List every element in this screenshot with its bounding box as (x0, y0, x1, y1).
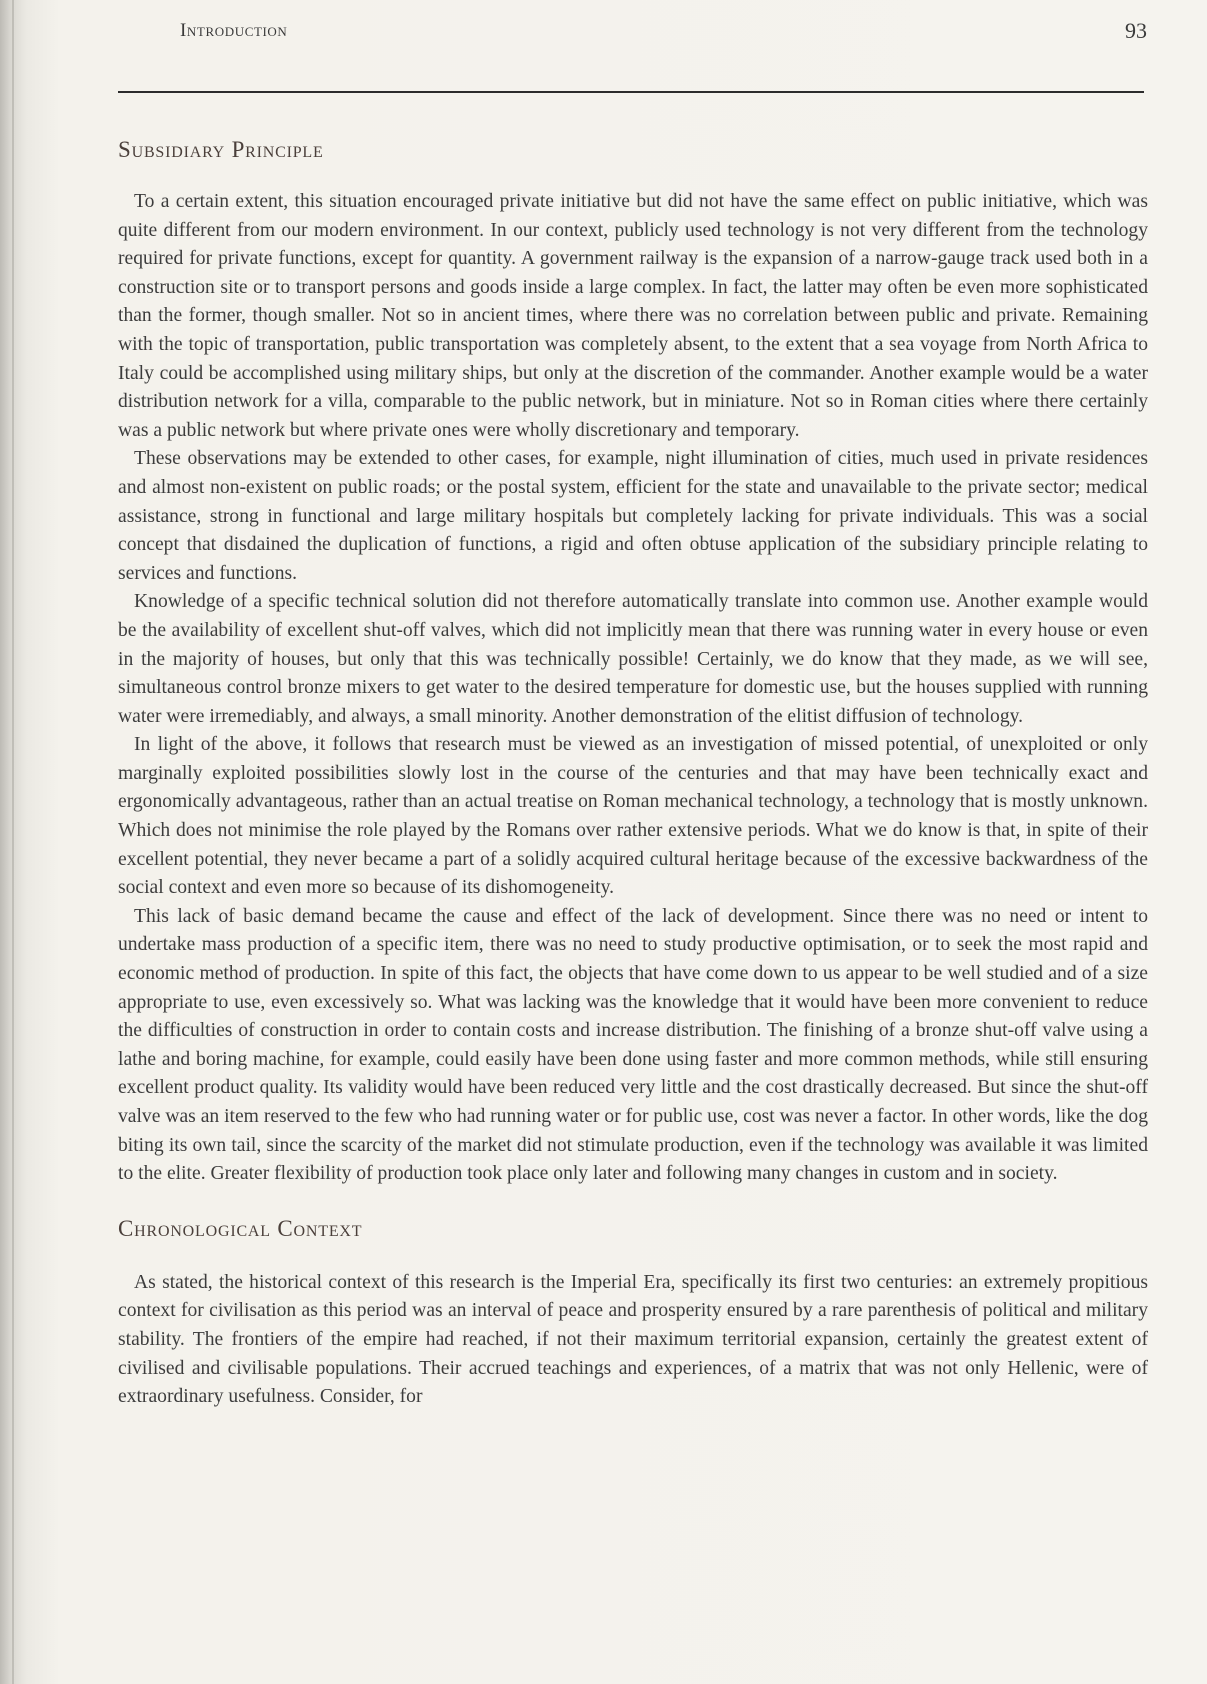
binding-gutter (12, 0, 14, 1684)
page-number: 93 (1125, 18, 1147, 43)
section-heading-chronological-context: Chronological Context (118, 1215, 363, 1241)
paragraph: Knowledge of a specific technical solution did not therefore automatically translate into common use. Another example would be the availability of excellent shut-off valves, which did not implicitly mean that there was running water in every house or even in the majority of houses, but only that this was technically possible! Certainly, we do know that they made, as we will see, simultaneous control bronze mixers to get water to the desired temperature for domestic use, but the houses supplied with running water were irremediably, and always, a small minority. Another demonstration of the elitist diffusion of technology. (118, 591, 1148, 727)
header-rule (118, 91, 1144, 93)
paragraph: As stated, the historical context of this research is the Imperial Era, specifically its first two centuries: an extremely propitious context for civilisation as this period was an interval of peace and prosperity ensured by a rare parenthesis of political and military stability. The frontiers of the empire had reached, if not their maximum territorial expansion, certainly the greatest extent of civilised and civilisable populations. Their accrued teachings and experiences, of a matrix that was not only Hellenic, were of extraordinary usefulness. Consider, for (118, 1271, 1148, 1408)
paragraph: These observations may be extended to other cases, for example, night illumination of cities, much used in private residences and almost non-existent on public roads; or the postal system, efficient for the state and unavailable to the private sector; medical assistance, strong in functional and large military hospitals but completely lacking for private individuals. This was a social concept that disdained the duplication of functions, a rigid and often obtuse application of the subsidiary principle relating to services and functions. (118, 448, 1148, 584)
running-header-title: Introduction (180, 20, 288, 41)
paragraph: This lack of basic demand became the cause and effect of the lack of development. Since there was no need or intent to undertake mass production of a specific item, there was no need to study productive optimisation, or to seek the most rapid and economic method of production. In spite of this fact, the objects that have come down to us appear to be well studied and of a size appropriate to use, even excessively so. What was lacking was the knowledge that it would have been more convenient to reduce the difficulties of construction in order to contain costs and increase distribution. The finishing of a bronze shut-off valve using a lathe and boring machine, for example, could easily have been done using faster and more common methods, while still ensuring excellent product quality. Its validity would have been reduced very little and the cost drastically decreased. But since the shut-off valve was an item reserved to the few who had running water or for public use, cost was never a factor. In other words, like the dog biting its own tail, since the scarcity of the market did not stimulate production, even if the technology was available it was limited to the elite. Greater flexibility of production took place only later and following many changes in custom and in society. (118, 905, 1148, 1185)
paragraph: In light of the above, it follows that research must be viewed as an investigation of missed potential, of unexploited or only marginally exploited possibilities slowly lost in the course of the centuries and that may have been technically exact and ergonomically advantageous, rather than an actual treatise on Roman mechanical technology, a technology that is mostly unknown. Which does not minimise the role played by the Romans over rather extensive periods. What we do know is that, in spite of their excellent potential, they never became a part of a solidly acquired cultural heritage because of the excessive backwardness of the social context and even more so because of its dishomogeneity. (118, 734, 1148, 899)
section-heading-subsidiary-principle: Subsidiary Principle (118, 137, 324, 162)
page-body (118, 100, 1148, 1412)
paragraph: To a certain extent, this situation encouraged private initiative but did not have the same effect on public initiative, which was quite different from our modern environment. In our context, publicly used technology is not very different from the technology required for private functions, except for quantity. A government railway is the expansion of a narrow-gauge track used both in a construction site or to transport persons and goods inside a large complex. In fact, the latter may often be even more sophisticated than the former, though smaller. Not so in ancient times, where there was no correlation between public and private. Remaining with the topic of transportation, public transportation was completely absent, to the extent that a sea voyage from North Africa to Italy could be accomplished using military ships, but only at the discretion of the commander. Another example would be a water distribution network for a villa, comparable to the public network, but in miniature. Not so in Roman cities where there certainly was a public network but where private ones were wholly discretionary and temporary. (118, 191, 1148, 441)
